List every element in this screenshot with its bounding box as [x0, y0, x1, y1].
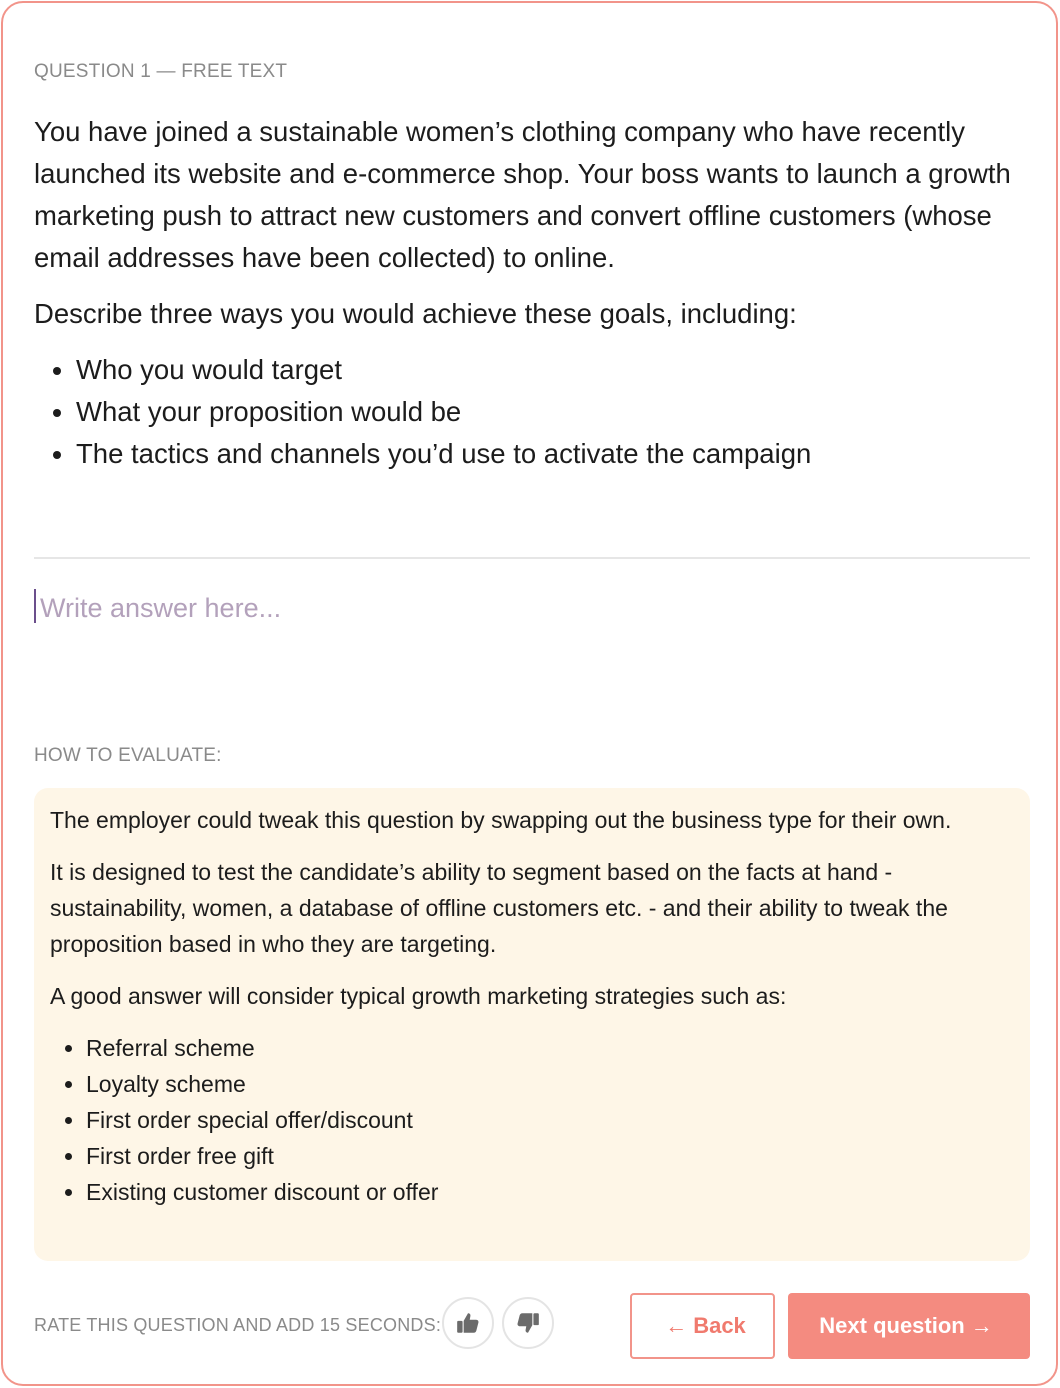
divider [34, 557, 1030, 559]
question-card [1, 1, 1058, 1386]
arrow-left-icon: ← [665, 1313, 688, 1338]
question-prompt: Describe three ways you would achieve these goals, including: [34, 298, 797, 329]
back-button-label: Back [693, 1313, 746, 1338]
thumbs-down-icon [515, 1310, 541, 1336]
thumbs-up-button[interactable] [442, 1297, 494, 1349]
thumbs-down-button[interactable] [502, 1297, 554, 1349]
evaluation-bullet: • First order free gift [86, 1138, 1014, 1174]
evaluation-box [34, 788, 1030, 1261]
question-bullet: • What your proposition would be [76, 391, 1024, 433]
question-body [34, 111, 1024, 475]
evaluation-bullet: • Loyalty scheme [86, 1066, 1014, 1102]
evaluation-bullet: • First order special offer/discount [86, 1102, 1014, 1138]
back-button[interactable] [630, 1293, 775, 1359]
evaluation-bullet: • Existing customer discount or offer [86, 1174, 1014, 1210]
next-button-label: Next question [819, 1313, 965, 1338]
question-bullet: • The tactics and channels you’d use to activate the campaign [76, 433, 1024, 475]
question-bullet-list [34, 349, 1024, 475]
evaluation-paragraph: The employer could tweak this question by swapping out the business type for their own. [50, 807, 952, 833]
arrow-right-icon: → [970, 1313, 993, 1338]
answer-input[interactable] [34, 589, 1030, 623]
footer [34, 1293, 1030, 1359]
next-question-button[interactable] [788, 1293, 1030, 1359]
evaluation-bullet: • Referral scheme [86, 1030, 1014, 1066]
evaluation-paragraph: It is designed to test the candidate’s ability to segment based on the facts at hand - sustainability, women, a database of offline customers etc. - and their ability to tweak the proposition based in who they are targeting. [50, 859, 948, 957]
thumbs-up-icon [455, 1310, 481, 1336]
question-bullet: • Who you would target [76, 349, 1024, 391]
evaluation-bullet-list [50, 1030, 1014, 1210]
evaluation-paragraph: A good answer will consider typical growth marketing strategies such as: [50, 983, 787, 1009]
evaluation-label: HOW TO EVALUATE: [34, 745, 222, 766]
rate-label: RATE THIS QUESTION AND ADD 15 SECONDS: [34, 1315, 442, 1335]
question-eyebrow: QUESTION 1 — FREE TEXT [34, 61, 288, 82]
question-paragraph: You have joined a sustainable women’s clothing company who have recently launched its website and e-commerce shop. Your boss wants to launch a growth marketing push to attract new customers and convert offline customers (whose email addresses have been collected) to online. [34, 116, 1011, 273]
